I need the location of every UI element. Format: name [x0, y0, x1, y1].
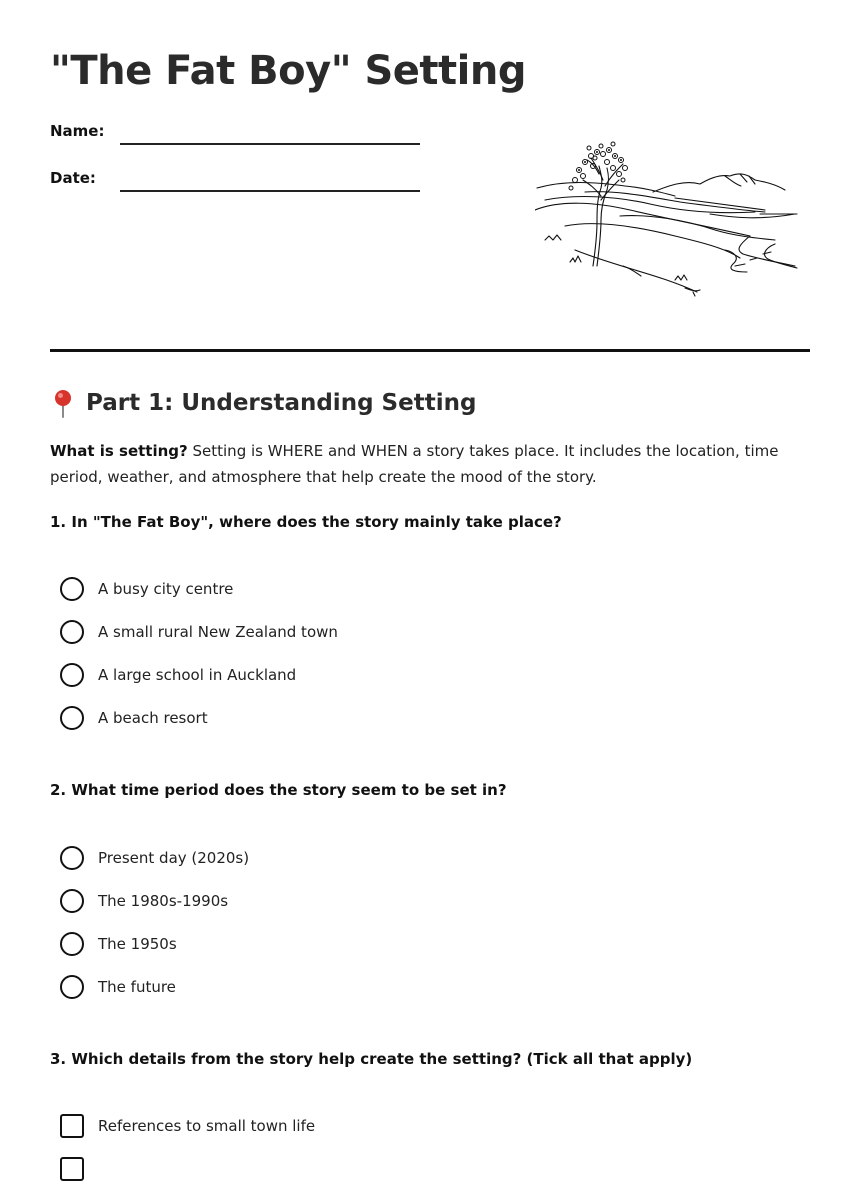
date-field[interactable]	[120, 190, 420, 192]
q2-option-1[interactable]	[60, 845, 249, 871]
question-3: 3. Which details from the story help create the setting? (Tick all that apply)	[50, 1050, 693, 1068]
worksheet-title: "The Fat Boy" Setting	[50, 48, 526, 94]
q1-option-2-label: A small rural New Zealand town	[98, 623, 338, 641]
q2-option-4-label: The future	[98, 978, 176, 996]
q2-option-4[interactable]	[60, 974, 176, 1000]
q1-option-3[interactable]	[60, 662, 296, 688]
setting-definition-term: What is setting?	[50, 442, 188, 460]
name-field[interactable]	[120, 143, 420, 145]
landscape-tree-illustration	[535, 140, 800, 300]
q1-option-4-label: A beach resort	[98, 709, 208, 727]
part1-heading-text: Part 1: Understanding Setting	[86, 390, 477, 416]
q1-option-1-label: A busy city centre	[98, 580, 234, 598]
q3-option-2[interactable]	[60, 1156, 98, 1182]
q1-option-3-label: A large school in Auckland	[98, 666, 297, 684]
q1-option-4[interactable]	[60, 705, 208, 731]
pushpin-icon	[50, 388, 76, 418]
radio-button[interactable]	[60, 706, 84, 730]
radio-button[interactable]	[60, 975, 84, 999]
q2-option-3[interactable]	[60, 931, 177, 957]
q2-option-2-label: The 1980s-1990s	[98, 892, 229, 910]
name-label: Name:	[50, 122, 105, 140]
q1-option-1[interactable]	[60, 576, 233, 602]
q2-option-2[interactable]	[60, 888, 228, 914]
radio-button[interactable]	[60, 846, 84, 870]
date-label: Date:	[50, 169, 96, 187]
section-divider	[50, 349, 810, 352]
setting-definition	[50, 438, 810, 490]
radio-button[interactable]	[60, 577, 84, 601]
radio-button[interactable]	[60, 620, 84, 644]
checkbox[interactable]	[60, 1114, 84, 1138]
question-2: 2. What time period does the story seem to be set in?	[50, 781, 507, 799]
q1-option-2[interactable]	[60, 619, 338, 645]
part1-heading	[50, 388, 476, 418]
q3-option-1[interactable]	[60, 1113, 315, 1139]
radio-button[interactable]	[60, 932, 84, 956]
radio-button[interactable]	[60, 889, 84, 913]
q2-option-1-label: Present day (2020s)	[98, 849, 250, 867]
radio-button[interactable]	[60, 663, 84, 687]
q2-option-3-label: The 1950s	[98, 935, 177, 953]
q3-option-1-label: References to small town life	[98, 1117, 316, 1135]
setting-definition-text: Setting is WHERE and WHEN a story takes place. It includes the location, time period, weather, and atmosphere that help create the mood of the story.	[50, 442, 779, 486]
question-1: 1. In "The Fat Boy", where does the story mainly take place?	[50, 513, 562, 531]
